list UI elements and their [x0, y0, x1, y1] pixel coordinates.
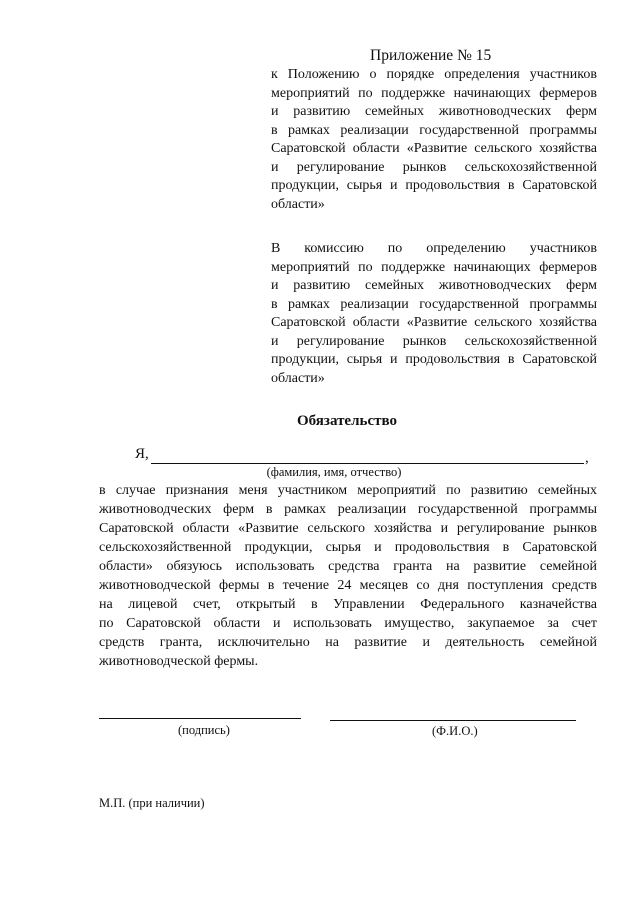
- regulation-line: мероприятий по поддержке начинающих фермеров: [271, 85, 597, 101]
- obligation-line: животноводческих ферм в рамках реализации государственной программы: [99, 502, 597, 517]
- signature-caption: (подпись): [178, 723, 230, 737]
- appendix-title: Приложение № 15: [370, 47, 492, 64]
- stamp-note: М.П. (при наличии): [99, 796, 205, 810]
- obligation-line: на лицевой счет, открытый в Управлении Федерального казначейства: [99, 597, 597, 612]
- name-comma: ,: [585, 450, 589, 466]
- obligation-line: сельскохозяйственной продукции, сырья и продовольствия в Саратовской: [99, 540, 597, 555]
- obligation-line: животноводческой фермы.: [99, 654, 259, 669]
- regulation-line: в рамках реализации государственной программы: [271, 122, 597, 138]
- regulation-line: к Положению о порядке определения участников: [271, 67, 597, 82]
- regulation-line: Саратовской области «Развитие сельского хозяйства: [271, 141, 597, 156]
- full-name-caption: (фамилия, имя, отчество): [266, 465, 402, 479]
- addressee-line: области»: [271, 370, 325, 386]
- regulation-line: продукции, сырья и продовольствия в Саратовской: [271, 178, 597, 193]
- document-title: Обязательство: [297, 413, 397, 429]
- pronoun-label: Я,: [135, 446, 149, 462]
- regulation-line: области»: [271, 196, 325, 212]
- obligation-line: по Саратовской области и использовать имущество, закупаемое за счет: [99, 616, 597, 631]
- addressee-line: мероприятий по поддержке начинающих фермеров: [271, 259, 597, 275]
- obligation-line: животноводческой фермы в течение 24 месяцев со дня поступления средств: [99, 578, 597, 593]
- obligation-line: средств гранта, исключительно на развитие и деятельность семейной: [99, 635, 597, 650]
- obligation-text: [99, 481, 597, 671]
- regulation-reference: [271, 66, 597, 214]
- regulation-line: и развитию семейных животноводческих ферм: [271, 104, 597, 119]
- addressee-line: в рамках реализации государственной программы: [271, 296, 597, 312]
- full-name-field[interactable]: [151, 463, 584, 464]
- addressee-line: и регулирование рынков сельскохозяйственной: [271, 333, 597, 349]
- obligation-line: Саратовской области «Развитие сельского хозяйства и регулирование рынков: [99, 521, 597, 536]
- signer-name-caption: (Ф.И.О.): [432, 724, 478, 738]
- addressee-line: Саратовской области «Развитие сельского хозяйства: [271, 315, 597, 330]
- signature-field[interactable]: [99, 718, 301, 719]
- addressee-line: и развитию семейных животноводческих ферм: [271, 278, 597, 293]
- obligation-line: в случае признания меня участником мероприятий по развитию семейных: [99, 483, 597, 498]
- addressee-line: продукции, сырья и продовольствия в Саратовской: [271, 352, 597, 367]
- regulation-line: и регулирование рынков сельскохозяйственной: [271, 159, 597, 175]
- obligation-line: области» обязуюсь использовать средства гранта на развитие семейной: [99, 559, 597, 574]
- signer-name-field[interactable]: [330, 720, 576, 721]
- addressee-block: [271, 240, 597, 388]
- addressee-line: В комиссию по определению участников: [271, 241, 597, 256]
